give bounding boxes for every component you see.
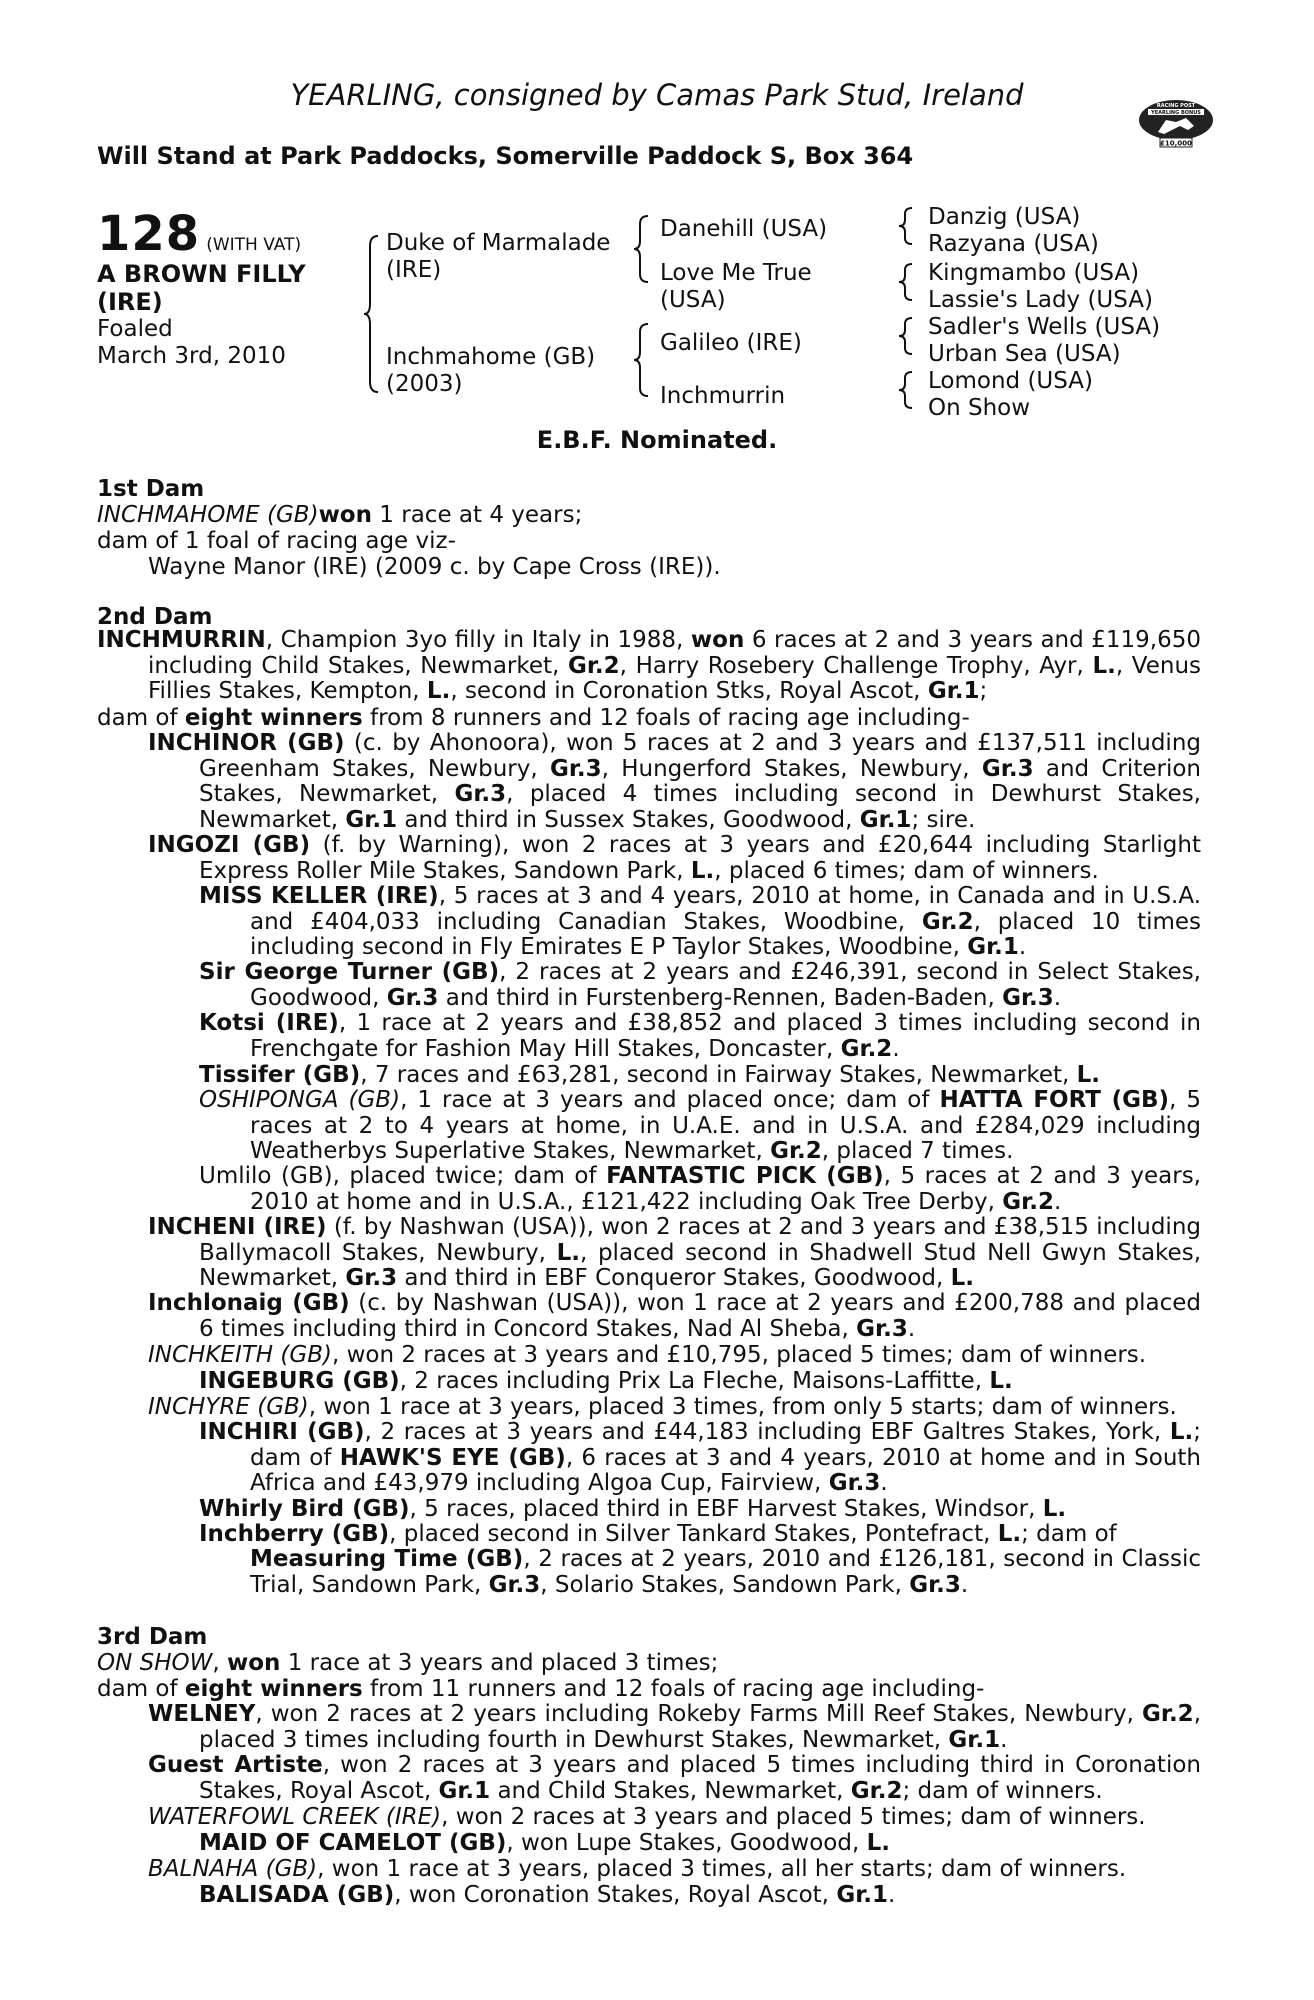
text-run: .	[892, 1035, 900, 1062]
stand-location: Will Stand at Park Paddocks, Somerville Paddock S, Box 364	[97, 142, 914, 170]
text-run: Gr.1	[836, 1882, 888, 1908]
text-run: from 11 runners and 12 foals of racing age including-	[362, 1676, 985, 1702]
text-run: , Hungerford Stakes, Newbury,	[601, 755, 982, 782]
text-run: .	[1000, 1726, 1008, 1753]
text-run: L.	[556, 1239, 580, 1266]
pedigree-sds: Kingmambo (USA)	[928, 260, 1140, 286]
sire-origin: (IRE)	[386, 257, 442, 283]
pedigree-sire	[386, 230, 610, 284]
horse-line-1: A BROWN FILLY	[97, 260, 306, 288]
text-run: ,	[212, 1650, 227, 1676]
horse-description	[97, 260, 306, 316]
text-run: INCHINOR (GB)	[148, 730, 345, 756]
text-run: , won Coronation Stakes, Royal Ascot,	[394, 1882, 837, 1908]
text-run: , 2 races at 2 years, 2010 and £126,181, second in Classic Trial, Sandown Park,	[250, 1546, 1201, 1598]
text-run: INCHYRE (GB)	[148, 1394, 309, 1420]
text-run: ; dam of winners.	[902, 1777, 1103, 1804]
text-run: , 5 races at 2 and 3 years, 2010 at home and in U.S.A., £121,422 including Oak Tree Derby,	[250, 1163, 1201, 1215]
measuring-time-record	[250, 1547, 1201, 1598]
text-run: INCHMURRIN	[97, 627, 266, 653]
text-run: ; sire.	[911, 806, 976, 833]
text-run: Inchberry (GB)	[199, 1521, 390, 1547]
text-run: (f. by Warning), won 2 races at 3 years and £20,644 including Starlight Express Roller Mile Stakes, Sandown Park,	[199, 832, 1201, 884]
pedigree-brace-3b	[898, 262, 918, 302]
text-run: , 1 race at 2 years and £38,852 and placed 3 times including second in Frenchgate for Fashion May Hill Stakes, Doncaster,	[250, 1010, 1201, 1062]
text-run: Gr.2	[567, 652, 620, 679]
text-run: HATTA FORT (GB)	[939, 1087, 1170, 1113]
text-run: Gr.3	[856, 1315, 908, 1342]
text-run: , 5 races, placed third in EBF Harvest Stakes, Windsor,	[409, 1496, 1043, 1522]
pedigree-brace-sire	[634, 214, 656, 284]
second-dam-paragraph-1	[97, 628, 1201, 705]
sire-name: Duke of Marmalade	[386, 230, 611, 256]
text-run: INCHIRI (GB)	[199, 1419, 365, 1445]
first-dam-won: won	[318, 502, 372, 528]
text-run: Gr.3	[981, 755, 1034, 782]
first-dam-record: 1 race at 4 years;	[372, 502, 583, 528]
text-run: , placed 4 times including second in Dewhurst Stakes, Newmarket,	[199, 781, 1201, 833]
lot-number: 128	[97, 206, 201, 262]
ebf-nominated: E.B.F. Nominated.	[536, 426, 778, 454]
guest-artiste-record	[148, 1753, 1201, 1804]
text-run: Gr.2	[770, 1138, 822, 1164]
inchlonaig-record	[148, 1291, 1201, 1342]
text-run: dam of	[97, 1676, 185, 1702]
text-run: L.	[997, 1521, 1022, 1547]
text-run: Whirly Bird (GB)	[199, 1496, 410, 1522]
sir-george-turner-record	[199, 960, 1201, 1011]
text-run: 6 races at 2 and 3 years and £119,650 including Child Stakes, Newmarket,	[148, 627, 1201, 679]
text-run: , placed 3 times including fourth in Dewhurst Stakes, Newmarket,	[199, 1701, 1201, 1753]
text-run: , placed second in Shadwell Stud Nell Gwyn Stakes, Newmarket,	[199, 1239, 1201, 1291]
pedigree-sdd: Lassie's Lady (USA)	[928, 287, 1154, 313]
text-run: , placed 7 times.	[821, 1138, 1014, 1164]
text-run: .	[907, 1315, 916, 1342]
text-run: OSHIPONGA (GB)	[199, 1087, 401, 1113]
pedigree-dam-sire: Galileo (IRE)	[660, 330, 802, 356]
text-run: MISS KELLER (IRE)	[199, 883, 439, 909]
text-run: won	[226, 1650, 281, 1676]
text-run: WELNEY	[148, 1701, 256, 1727]
third-dam-line-1	[97, 1650, 718, 1676]
text-run: (f. by Nashwan (USA)), won 2 races at 2 and 3 years and £38,515 including Ballymacoll Stakes, Newbury,	[199, 1214, 1201, 1266]
text-run: MAID OF CAMELOT (GB)	[199, 1830, 507, 1856]
text-run: 1 race at 3 years and placed 3 times;	[280, 1650, 719, 1676]
pedigree-brace-3d	[898, 370, 918, 410]
text-run: Gr.3	[1002, 984, 1054, 1011]
text-run: .	[888, 1882, 896, 1908]
text-run: L.	[1042, 1496, 1067, 1522]
inchiri-record	[199, 1420, 1201, 1497]
text-run: , won 1 race at 3 years, placed 3 times, all her starts; dam of winners.	[317, 1856, 1127, 1882]
text-run: , Venus Fillies Stakes, Kempton,	[148, 652, 1201, 704]
text-run: L.	[866, 1830, 890, 1856]
inchberry-record	[199, 1522, 1201, 1548]
inchinor-record	[148, 731, 1201, 833]
text-run: , placed 6 times; dam of winners.	[714, 857, 1099, 884]
oshiponga-record	[199, 1088, 1201, 1165]
third-dam-heading: 3rd Dam	[97, 1624, 208, 1650]
badge-bottom-text: £10,000	[1160, 139, 1192, 148]
waterfowl-creek-record	[148, 1804, 1146, 1830]
text-run: , won 2 races at 3 years and £10,795, placed 5 times; dam of winners.	[331, 1342, 1147, 1368]
text-run: , won Lupe Stakes, Goodwood,	[506, 1830, 867, 1856]
text-run: (c. by Nashwan (USA)), won 1 race at 2 years and £200,788 and placed 6 times including third in Concord Stakes, Nad Al Sheba,	[199, 1290, 1201, 1342]
text-run: , won 2 races at 2 years including Rokeby Farms Mill Reef Stakes, Newbury,	[255, 1701, 1142, 1727]
text-run: , 5 races at 2 to 4 years at home, in U.A.E. and in U.S.A. and £284,029 including Weatherbys Superlative Stakes, Newmarket,	[250, 1087, 1202, 1164]
inchyre-record	[148, 1394, 1177, 1420]
text-run: INGEBURG (GB)	[199, 1368, 400, 1394]
badge-mid-text: YEARLING BONUS	[1151, 110, 1201, 116]
miss-keller-record	[199, 884, 1201, 961]
first-dam-line-3: Wayne Manor (IRE) (2009 c. by Cape Cross (IRE)).	[148, 554, 721, 580]
text-run: Tissifer (GB)	[199, 1062, 361, 1088]
kotsi-record	[199, 1011, 1201, 1062]
text-run: .	[880, 1470, 888, 1496]
balisada-record	[199, 1882, 895, 1908]
text-run: BALISADA (GB)	[199, 1882, 395, 1908]
text-run: L.	[950, 1265, 975, 1291]
dam-year: (2003)	[386, 371, 463, 397]
text-run: Gr.3	[909, 1571, 961, 1598]
second-dam-heading: 2nd Dam	[97, 604, 213, 630]
pedigree-dam-dam: Inchmurrin	[660, 383, 786, 409]
second-dam-produce-line	[97, 705, 970, 731]
text-run: INGOZI (GB)	[148, 832, 311, 858]
text-run: , 2 races at 3 years and £44,183 including EBF Galtres Stakes, York,	[364, 1419, 1170, 1445]
pedigree-dam	[386, 344, 595, 398]
text-run: , 2 races including Prix La Fleche, Maisons-Laffitte,	[399, 1368, 990, 1394]
text-run: Gr.1	[345, 806, 398, 833]
text-run: Gr.3	[454, 781, 507, 807]
foaled-label: Foaled	[97, 316, 173, 342]
welney-record	[148, 1702, 1201, 1753]
text-run: Gr.3	[386, 984, 439, 1011]
text-run: , 6 races at 3 and 4 years, 2010 at home and in South Africa and £43,979 including Algoa Cup, Fairview,	[250, 1444, 1201, 1496]
first-dam-name: INCHMAHOME (GB)	[97, 502, 319, 528]
text-run: L.	[1076, 1062, 1101, 1088]
text-run: .	[1053, 1188, 1062, 1215]
text-run: , placed 10 times including second in Fly Emirates E P Taylor Stakes, Woodbine,	[250, 908, 1202, 960]
text-run: .	[960, 1571, 969, 1598]
text-run: and Child Stakes, Newmarket,	[490, 1777, 851, 1804]
text-run: Gr.2	[1002, 1188, 1054, 1215]
text-run: , won 2 races at 3 years and placed 5 times; dam of winners.	[441, 1804, 1146, 1830]
third-dam-line-2	[97, 1676, 984, 1702]
yearling-bonus-badge	[1136, 96, 1216, 150]
text-run: Gr.3	[549, 755, 602, 782]
text-run: Sir George Turner (GB)	[199, 959, 500, 985]
text-run: ;	[979, 678, 988, 704]
page-title: YEARLING, consigned by Camas Park Stud, Ireland	[290, 78, 1024, 112]
pedigree-dsd: Urban Sea (USA)	[928, 341, 1121, 367]
text-run: , Champion 3yo filly in Italy in 1988,	[265, 627, 691, 653]
text-run: HAWK'S EYE (GB)	[339, 1444, 566, 1471]
text-run: won	[690, 627, 745, 653]
text-run: Gr.1	[967, 934, 1019, 960]
text-run: Gr.2	[921, 908, 974, 935]
text-run: and third in Furstenberg-Rennen, Baden-Baden,	[438, 984, 1003, 1011]
text-run: L.	[426, 678, 451, 704]
text-run: FANTASTIC PICK (GB)	[606, 1163, 884, 1189]
text-run: Gr.3	[345, 1265, 398, 1291]
balnaha-record	[148, 1856, 1126, 1882]
pedigree-brace-main	[364, 234, 386, 394]
ingeburg-record	[199, 1368, 1013, 1394]
text-run: , second in Coronation Stks, Royal Ascot,	[450, 678, 928, 704]
inchmurrin-record	[97, 628, 1201, 705]
text-run: Gr.1	[948, 1726, 1001, 1753]
text-run: , placed second in Silver Tankard Stakes, Pontefract,	[389, 1521, 998, 1547]
text-run: Gr.1	[438, 1777, 491, 1804]
text-run: (c. by Ahonoora), won 5 races at 2 and 3 years and £137,511 including Greenham Stakes, Newbury,	[199, 730, 1201, 782]
text-run: Gr.1	[859, 806, 912, 833]
text-run: L.	[989, 1368, 1013, 1394]
ingozi-record	[148, 833, 1201, 884]
first-dam-heading: 1st Dam	[97, 476, 205, 502]
dam-name: Inchmahome (GB)	[386, 344, 596, 370]
pedigree-dss: Sadler's Wells (USA)	[928, 314, 1161, 340]
text-run: and Criterion Stakes, Newmarket,	[199, 755, 1201, 807]
text-run: .	[1018, 934, 1027, 960]
text-run: INCHKEITH (GB)	[148, 1342, 332, 1368]
first-dam-line-2: dam of 1 foal of racing age viz-	[97, 528, 456, 554]
text-run: , won 1 race at 3 years, placed 3 times, from only 5 starts; dam of winners.	[308, 1394, 1177, 1420]
text-run: , 7 races and £63,281, second in Fairway Stakes, Newmarket,	[360, 1062, 1077, 1088]
text-run: Gr.2	[1142, 1701, 1194, 1727]
pedigree-brace-3c	[898, 316, 918, 356]
text-run: from 8 runners and 12 foals of racing age including-	[362, 705, 970, 731]
text-run: ON SHOW	[97, 1650, 213, 1676]
incheni-record	[148, 1215, 1201, 1292]
text-run: Umlilo (GB), placed twice; dam of	[199, 1163, 607, 1189]
text-run: L.	[1092, 652, 1116, 679]
text-run: , 1 race at 3 years and placed once; dam of	[400, 1087, 940, 1113]
text-run: BALNAHA (GB)	[148, 1856, 318, 1882]
text-run: ; dam of	[250, 1419, 1201, 1471]
text-run: Gr.2	[840, 1035, 893, 1062]
tissifer-record	[199, 1062, 1100, 1088]
text-run: Gr.3	[828, 1470, 881, 1496]
text-run: ; dam of	[1021, 1521, 1117, 1547]
text-run: , Harry Rosebery Challenge Trophy, Ayr,	[619, 652, 1093, 679]
pedigree-ddd: On Show	[928, 395, 1031, 421]
first-dam-line-1	[97, 502, 582, 528]
text-run: WATERFOWL CREEK (IRE)	[148, 1804, 442, 1830]
text-run: and third in Sussex Stakes, Goodwood,	[397, 806, 860, 833]
text-run: and third in EBF Conqueror Stakes, Goodwood,	[397, 1265, 951, 1291]
text-run: , 2 races at 2 years and £246,391, second in Select Stakes, Goodwood,	[250, 959, 1201, 1011]
text-run: INCHENI (IRE)	[148, 1214, 327, 1240]
text-run: Gr.1	[927, 678, 980, 704]
text-run: Inchlonaig (GB)	[148, 1290, 350, 1316]
text-run: Gr.2	[850, 1777, 903, 1804]
badge-top-text: RACING POST	[1156, 103, 1196, 109]
foaled-info	[97, 316, 286, 370]
whirly-bird-record	[199, 1496, 1066, 1522]
text-run: .	[1053, 984, 1062, 1011]
text-run: dam of	[97, 705, 185, 731]
pedigree-sss: Danzig (USA)	[928, 204, 1081, 230]
text-run: , won 2 races at 3 years and placed 5 times including third in Coronation Stakes, Royal Ascot,	[199, 1752, 1201, 1804]
pedigree-sire-sire: Danehill (USA)	[660, 216, 828, 242]
lot-vat: (WITH VAT)	[206, 235, 302, 255]
text-run: L.	[1169, 1419, 1194, 1445]
pedigree-brace-dam	[634, 322, 656, 398]
text-run: , 5 races at 3 and 4 years, 2010 at home, in Canada and in U.S.A. and £404,033 including Canadian Stakes, Woodbine,	[250, 883, 1202, 935]
lot-number-block	[97, 206, 301, 262]
text-run: Kotsi (IRE)	[199, 1010, 339, 1036]
pedigree-ssd: Razyana (USA)	[928, 231, 1099, 257]
text-run: , Solario Stakes, Sandown Park,	[540, 1571, 910, 1598]
text-run: Measuring Time (GB)	[250, 1546, 524, 1572]
text-run: eight winners	[184, 1676, 363, 1702]
umlilo-record	[199, 1164, 1201, 1215]
text-run: eight winners	[184, 705, 363, 731]
text-run: Gr.3	[488, 1571, 541, 1598]
horse-line-2: (IRE)	[97, 288, 163, 316]
pedigree-sire-dam	[660, 260, 812, 314]
sire-dam-origin: (USA)	[660, 287, 726, 313]
foaled-date: March 3rd, 2010	[97, 343, 286, 369]
pedigree-dds: Lomond (USA)	[928, 368, 1093, 394]
sire-dam-name: Love Me True	[660, 260, 812, 286]
text-run: Guest Artiste	[148, 1752, 323, 1778]
pedigree-brace-3a	[898, 206, 918, 246]
inchkeith-record	[148, 1342, 1146, 1368]
text-run: L.	[690, 857, 715, 884]
maid-of-camelot-record	[199, 1830, 890, 1856]
